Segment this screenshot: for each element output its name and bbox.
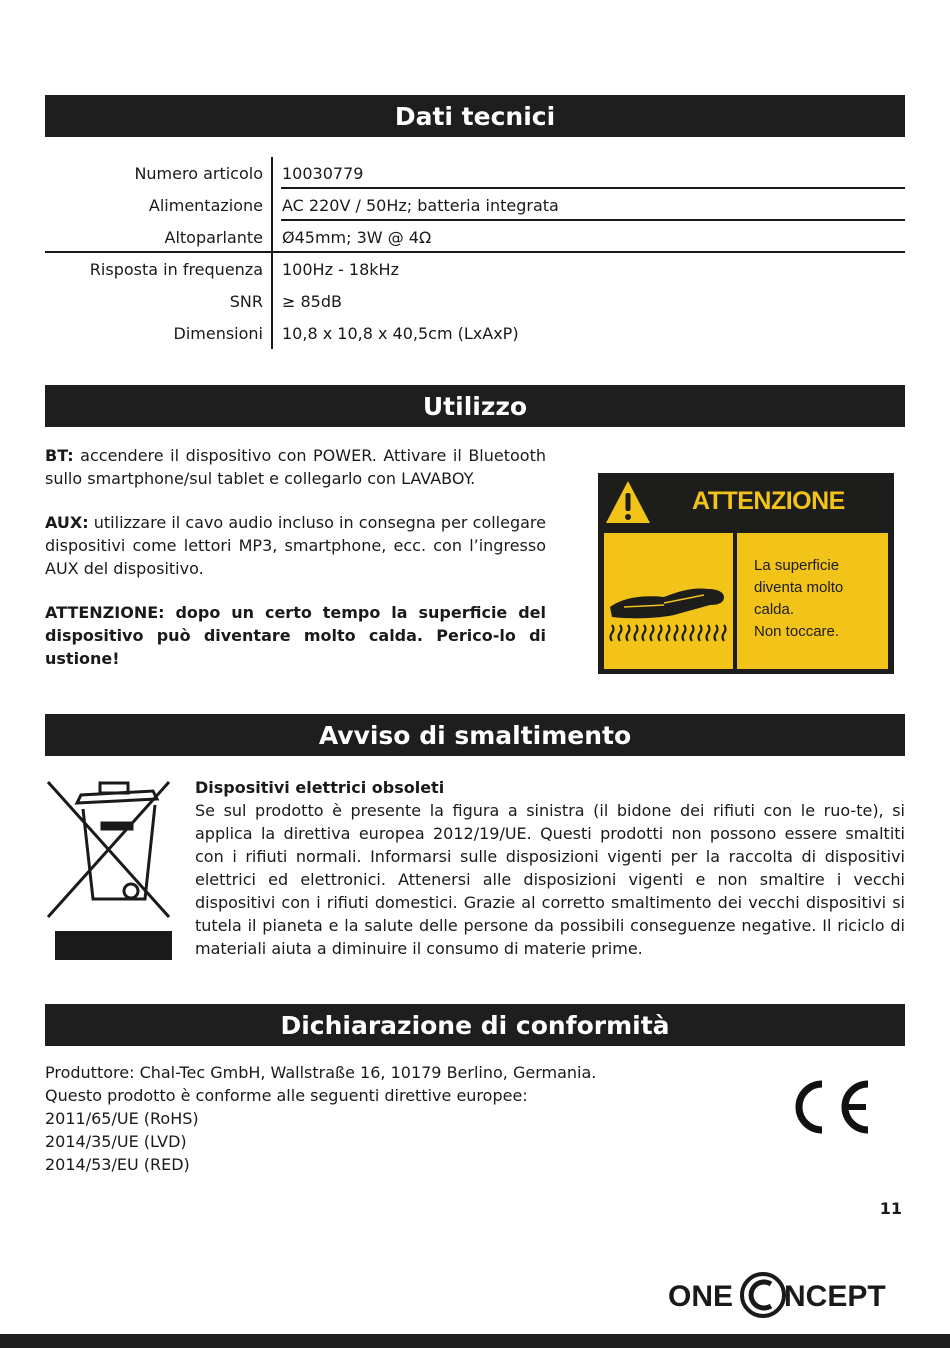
usage-text bbox=[45, 444, 546, 691]
spec-row bbox=[45, 317, 905, 349]
conformity-line: Produttore: Chal-Tec GmbH, Wallstraße 16, 10179 Berlino, Germania. bbox=[45, 1063, 597, 1082]
spec-label: Altoparlante bbox=[164, 227, 263, 247]
warning-sign-header bbox=[598, 473, 894, 531]
logo-text-ncept: NCEPT bbox=[784, 1280, 886, 1313]
conformity-line: 2014/53/EU (RED) bbox=[45, 1155, 190, 1174]
conformity-line: Questo prodotto è conforme alle seguenti direttive europee: bbox=[45, 1086, 528, 1105]
spec-row bbox=[45, 285, 905, 317]
section-header-tech: Dati tecnici bbox=[45, 95, 905, 137]
warning-sign-line: calda. bbox=[754, 601, 795, 618]
hot-surface-hand-icon bbox=[604, 533, 733, 669]
warning-sign-title: ATTENZIONE bbox=[692, 487, 845, 515]
bt-text: accendere il dispositivo con POWER. Attivare il Bluetooth sullo smartphone/sul tablet e collegarlo con LAVABOY. bbox=[45, 446, 546, 488]
footer-bar bbox=[0, 1334, 950, 1348]
spec-value: Ø45mm; 3W @ 4Ω bbox=[282, 227, 432, 247]
warning-sign-line: Non toccare. bbox=[754, 623, 840, 640]
spec-value: 10030779 bbox=[282, 163, 364, 183]
logo-text-one: ONE bbox=[668, 1280, 734, 1313]
disposal-heading: Dispositivi elettrici obsoleti bbox=[195, 778, 445, 797]
spec-row bbox=[45, 157, 905, 189]
ce-mark-icon bbox=[788, 1078, 872, 1136]
spec-row bbox=[45, 189, 905, 221]
spec-row bbox=[45, 253, 905, 285]
spec-value: 10,8 x 10,8 x 40,5cm (LxAxP) bbox=[282, 323, 519, 343]
spec-label: Alimentazione bbox=[148, 195, 263, 215]
section-header-disposal: Avviso di smaltimento bbox=[45, 714, 905, 756]
usage-aux-paragraph bbox=[45, 511, 546, 580]
crossed-out-bin-icon bbox=[45, 777, 173, 961]
warning-sign-text bbox=[737, 533, 888, 669]
usage-bt-paragraph bbox=[45, 444, 546, 490]
spec-label: Risposta in frequenza bbox=[89, 259, 263, 279]
usage-warning: ATTENZIONE: dopo un certo tempo la superficie del dispositivo può diventare molto calda. Perico-lo di ustione! bbox=[45, 603, 546, 668]
aux-text: utilizzare il cavo audio incluso in consegna per collegare dispositivi come lettori MP3, smartphone, ecc. con l’ingresso AUX del dispositivo. bbox=[45, 513, 546, 578]
section-header-conformity: Dichiarazione di conformità bbox=[45, 1004, 905, 1046]
spec-value: AC 220V / 50Hz; batteria integrata bbox=[282, 195, 559, 215]
spec-value: 100Hz - 18kHz bbox=[282, 259, 399, 279]
spec-row bbox=[45, 221, 905, 253]
hot-surface-warning-sign bbox=[598, 473, 894, 674]
aux-label: AUX: bbox=[45, 513, 89, 532]
conformity-text bbox=[45, 1061, 745, 1176]
specs-table bbox=[45, 157, 905, 349]
disposal-text bbox=[195, 776, 905, 960]
warning-triangle-icon bbox=[598, 473, 678, 531]
bt-label: BT: bbox=[45, 446, 74, 465]
warning-sign-line: La superficie bbox=[754, 557, 840, 574]
conformity-line: 2014/35/UE (LVD) bbox=[45, 1132, 187, 1151]
spec-label: SNR bbox=[229, 291, 263, 311]
spec-value: ≥ 85dB bbox=[282, 291, 342, 311]
disposal-body: Se sul prodotto è presente la figura a sinistra (il bidone dei rifiuti con le ruo-te), si applica la direttiva europea 2012/19/UE. Questi prodotti non possono essere smaltiti con i rifiuti normali. Informarsi sulle disposizioni vigenti per la raccolta di dispositivi elettrici ed elettronici. Attenersi alle disposizioni vigenti e non smaltire i vecchi dispositivi con i rifiuti domestici. Grazie al corretto smaltimento dei vecchi dispositivi si tutela il pianeta e la salute delle persone da possibili conseguenze negative. Il riciclo di materiali aiuta a diminuire il consumo di materie prime. bbox=[195, 801, 905, 958]
section-header-usage: Utilizzo bbox=[45, 385, 905, 427]
conformity-line: 2011/65/UE (RoHS) bbox=[45, 1109, 199, 1128]
oneconcept-logo bbox=[668, 1268, 904, 1320]
spec-label: Numero articolo bbox=[134, 163, 263, 183]
warning-sign-line: diventa molto bbox=[754, 579, 844, 596]
page-number: 11 bbox=[879, 1199, 902, 1218]
spec-label: Dimensioni bbox=[173, 323, 263, 343]
